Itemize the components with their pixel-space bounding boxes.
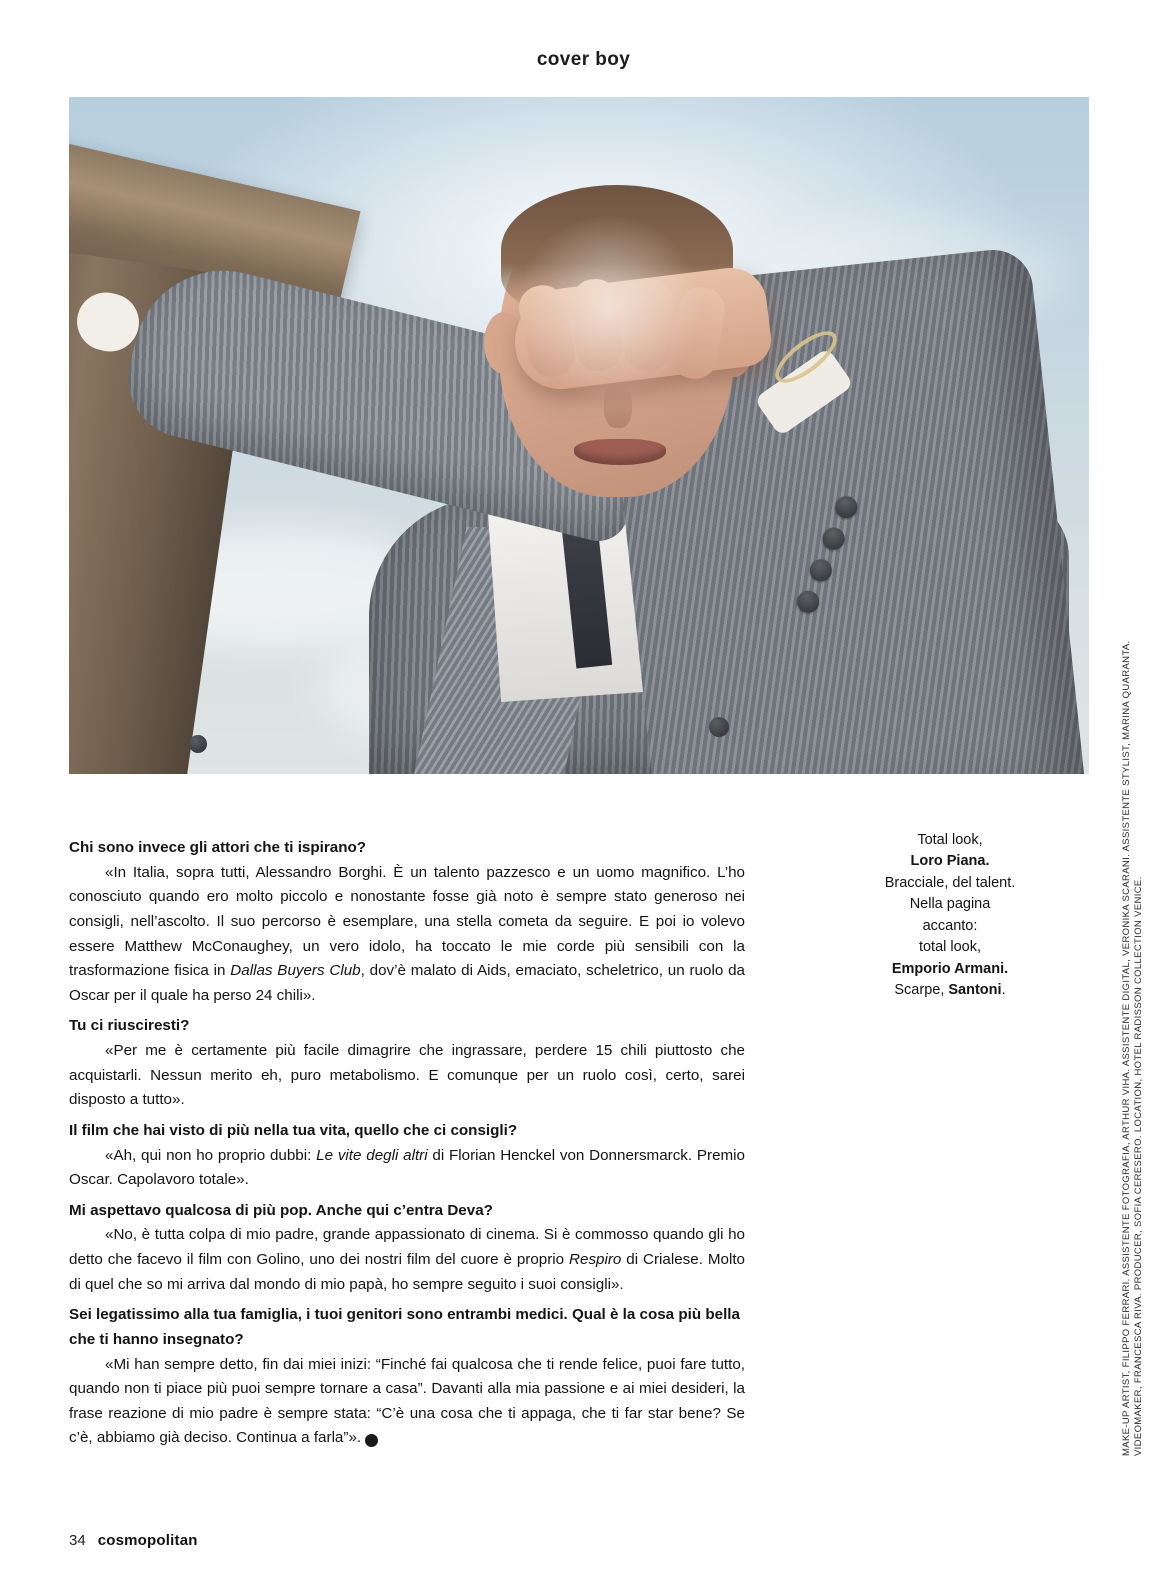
interview-question: Mi aspettavo qualcosa di più pop. Anche qui c’entra Deva?: [69, 1201, 493, 1219]
interview-answer: «In Italia, sopra tutti, Alessandro Borghi. È un talento pazzesco e un uomo magnifico. L’ho conosciuto quando ero molto piccolo e nonostante fosse già noto è sempre stato generoso nei consigli, nell’ascolto. Il suo percorso è esemplare, una stella cometa da seguire. E poi io volevo essere Matthew McConaughey, un vero idolo, ha toccato le mie corde più sensibili con la trasformazione fisica in Dallas Buyers Club, dov’è malato di Aids, emaciato, scheletrico, un ruolo da Oscar per il quale ha perso 24 chili».: [69, 863, 745, 1004]
interview-question: Chi sono invece gli attori che ti ispirano?: [69, 839, 367, 856]
credit-line: Total look,: [917, 832, 983, 848]
cover-photo: [69, 97, 1089, 774]
credit-line: Nella pagina: [909, 896, 991, 913]
photo-jacket-button: [709, 717, 729, 737]
interview-question: Il film che hai visto di più nella tua vita, quello che ci consigli?: [69, 1121, 518, 1139]
magazine-name: cosmopolitan: [97, 1532, 198, 1549]
credit-line: Emporio Armani.: [891, 960, 1009, 977]
page-footer: [69, 1532, 198, 1549]
credit-line: total look,: [918, 939, 982, 956]
fashion-credits: [830, 830, 1070, 1002]
credit-line: Loro Piana.: [910, 853, 990, 870]
vertical-credit-line-1: MAKE-UP ARTIST, FILIPPO FERRARI. ASSISTENTE FOTOGRAFIA, ARTHUR VIHA. ASSISTENTE DIGITAL, VERONIKA SCARANI. ASSISTENTE STYLIST, MARINA QUARANTA.: [1121, 640, 1132, 1456]
interview-answer: «Mi han sempre detto, fin dai miei inizi: “Finché fai qualcosa che ti rende felice, puoi fare tutto, quando non ti piace più puoi sempre tornare a casa”. Davanti alla mia passione e ai miei desideri, la frase reazione di mio padre è sempre stata: “C’è una cosa che ti appaga, che ti far star bene? Se c’è, abbiamo già deciso. Continua a farla”». C: [69, 1355, 745, 1447]
credit-line: accanto:: [922, 917, 978, 934]
interview-answer: «No, è tutta colpa di mio padre, grande appassionato di cinema. Si è commosso quando gli ho detto che facevo il film con Golino, uno dei nostri film del cuore è proprio Respiro di Crialese. Molto di quel che so mi arriva dal mondo di mio papà, ho sempre seguito i suoi consigli».: [69, 1226, 745, 1293]
article-end-mark: C: [365, 1434, 378, 1447]
interview-answer: «Per me è certamente più facile dimagrire che ingrassare, perdere 15 chili piuttosto che acquistarli. Nessun merito eh, puro metabolismo. E comunque per un ruolo così, certo, sarei disposto a tutto».: [69, 1042, 745, 1109]
vertical-photo-credits: [1109, 618, 1143, 1458]
photo-jacket-button: [189, 735, 207, 753]
credit-line: Bracciale, del talent.: [884, 874, 1016, 891]
article-body: [69, 830, 745, 1451]
photo-model-nose: [604, 382, 632, 428]
interview-question: Tu ci riusciresti?: [69, 1017, 190, 1035]
page-section-title: cover boy: [536, 49, 631, 70]
photo-model-finger: [623, 278, 672, 372]
vertical-credit-line-2: VIDEOMAKER, FRANCESCA RIVA. PRODUCER, SOFIA CERESERO. LOCATION, HOTEL RADISSON COLLECTION VENICE.: [1133, 876, 1144, 1456]
interview-question: Sei legatissimo alla tua famiglia, i tuoi genitori sono entrambi medici. Qual è la cosa più bella che ti hanno insegnato?: [69, 1306, 740, 1348]
page-number: 34: [69, 1532, 86, 1549]
photo-model-mouth: [574, 439, 666, 465]
credit-line: Scarpe, Santoni.: [894, 982, 1006, 999]
photo-model-finger: [570, 277, 624, 373]
interview-answer: «Ah, qui non ho proprio dubbi: Le vite degli altri di Florian Henckel von Donnersmarck. Premio Oscar. Capolavoro totale».: [69, 1146, 745, 1189]
